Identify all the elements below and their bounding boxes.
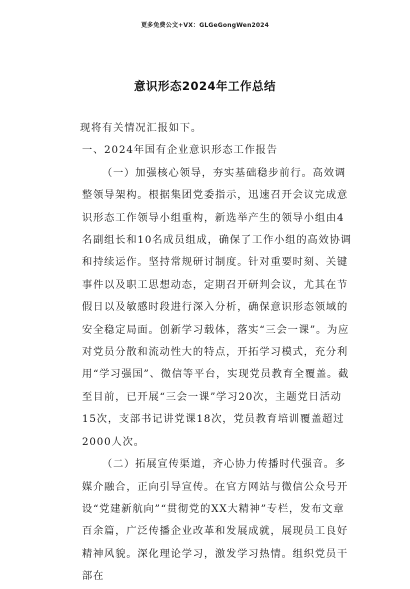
body-paragraph: （一）加强核心领导，夯实基础稳步前行。高效调整领导架构。根据集团党委指示，迅速召开会议完成意识形态工作领导小组重构，新选举产生的领导小组由4名副组长和10名成员组成，确保了工作小组的高效协调和持续运作。坚持常规研讨制度。针对重要时刻、关键事件以及职工思想动态，定期召开研判会议，尤其在节假日以及敏感时段进行深入分析，确保意识形态领域的安全稳定局面。创新学习载体，落实“三会一课”。为应对党员分散和流动性大的特点，开拓学习模式，充分利用“学习强国”、微信等平台，实现党员教育全覆盖。截至目前，已开展“三会一课”学习20次，主题党日活动15次，支部书记讲党课18次，党员教育培训覆盖超过2000人次。 (82, 167, 352, 448)
section-heading: 一、2024年国有企业意识形态工作报告 (82, 145, 278, 157)
document-title: 意识形态2024年工作总结 (133, 79, 276, 93)
intro-paragraph: 现将有关情况汇报如下。 (80, 123, 202, 134)
header-note: 更多免费公文+VX：GLGeGongWen2024 (140, 22, 270, 29)
body-paragraph: （二）拓展宣传渠道，齐心协力传播时代强音。多媒介融合，正向引导宣传。在官方网站与微信公众号开设“党建新航向”“贯彻党的XX大精神”专栏，发布文章百余篇，广泛传播企业改革和发展成就，展现员工良好精神风貌。深化理论学习，激发学习热情。组织党员干部在 (82, 459, 349, 583)
document-body (82, 118, 352, 589)
